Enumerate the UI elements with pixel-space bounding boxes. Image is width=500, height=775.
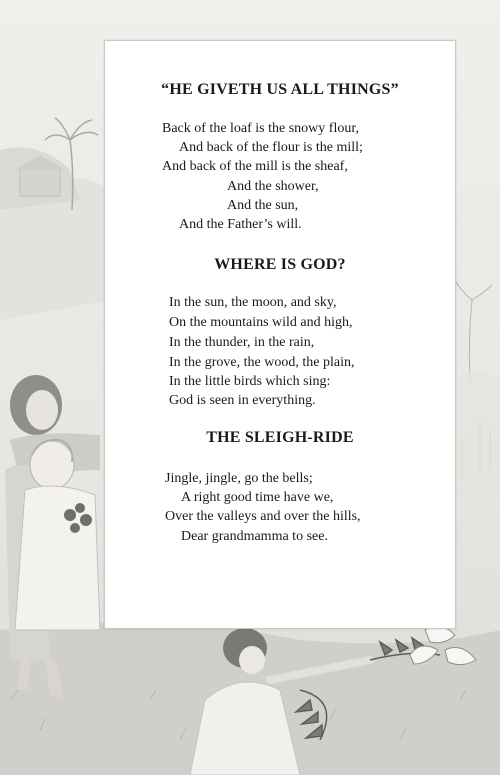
poem-line: In the thunder, in the rain, xyxy=(169,335,315,350)
poem-title-sleigh-ride: THE SLEIGH-RIDE xyxy=(206,429,354,446)
poem-card xyxy=(104,40,456,629)
poem-line: And the shower, xyxy=(227,179,319,194)
poem-line: Over the valleys and over the hills, xyxy=(165,509,361,524)
poem-line: And the Father’s will. xyxy=(179,217,302,232)
poem-line: In the grove, the wood, the plain, xyxy=(169,355,355,370)
poem-title-where-is-god: WHERE IS GOD? xyxy=(214,256,346,273)
poem-line: In the sun, the moon, and sky, xyxy=(169,295,337,310)
poem-line: A right good time have we, xyxy=(181,490,334,505)
poem-line: And back of the mill is the sheaf, xyxy=(162,159,348,174)
poem-title-giveth: “HE GIVETH US ALL THINGS” xyxy=(161,81,399,98)
poem-line: In the little birds which sing: xyxy=(169,374,331,389)
poem-line: Back of the loaf is the snowy flour, xyxy=(162,121,359,136)
poem-line: And the sun, xyxy=(227,198,299,213)
poem-line: And back of the flour is the mill; xyxy=(179,140,363,155)
poem-line: Dear grandmamma to see. xyxy=(181,529,328,544)
poem-line: Jingle, jingle, go the bells; xyxy=(165,471,313,486)
poem-line: On the mountains wild and high, xyxy=(169,315,353,330)
poem-line: God is seen in everything. xyxy=(169,393,316,408)
